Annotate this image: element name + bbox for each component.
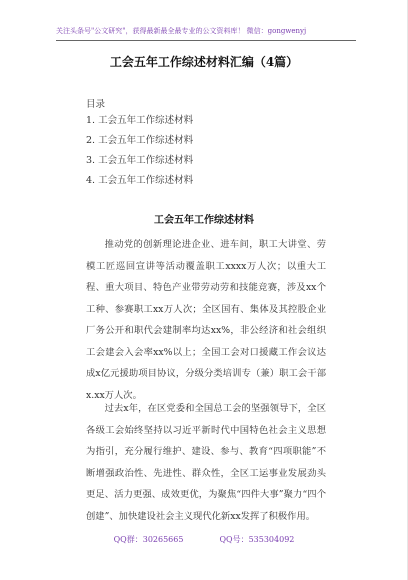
document-title: 工会五年工作综述材料汇编（4篇） xyxy=(109,55,299,69)
header-divider xyxy=(56,40,356,41)
header-promo-note: 关注头条号"公文研究"，获得最新最全最专业的公文资料库！ 微信：gongwenyj xyxy=(56,27,307,35)
toc-heading: 目录 xyxy=(86,99,106,110)
toc-item[interactable]: 4. 工会五年工作综述材料 xyxy=(86,175,194,186)
table-of-contents xyxy=(86,114,193,194)
body-paragraph: 推动党的创新理论进企业、进车间，职工大讲堂、劳模工匠巡回宣讲等活动覆盖职工xxxx万人次；以重大工程、重大项目、特色产业带劳动劳和技能竞赛，涉及xx个工种、参赛职工xx万人次；全区国有、集体及其控股企业厂务公开和职代会建制率均达xx%，非公经济和社会组织工会建会入会率xx%以上；全国工会对口援藏工作会议达成x亿元援助项目协议，分级分类培训专（兼）职工会干部x.xx万人次。 xyxy=(86,239,326,401)
footer-contact xyxy=(0,534,408,545)
footer-qq-group: QQ群：30265665 xyxy=(113,535,184,544)
section-title: 工会五年工作综述材料 xyxy=(154,215,254,226)
body-paragraph: 过去x年，在区党委和全国总工会的坚强领导下，全区各级工会始终坚持以习近平新时代中国特色社会主义思想为指引，充分履行维护、建设、参与、教育“四项职能”不断增强政治性、先进性、群众性，全区工运事业发展劲头更足、活力更强、成效更优，为聚焦“四件大事”聚力“四个创建”、加快建设社会主义现代化新xx发挥了积极作用。 xyxy=(86,403,326,522)
footer-qq-number: QQ号：535304092 xyxy=(219,535,295,544)
toc-item[interactable]: 3. 工会五年工作综述材料 xyxy=(86,155,194,166)
toc-item[interactable]: 1. 工会五年工作综述材料 xyxy=(86,115,194,126)
toc-item[interactable]: 2. 工会五年工作综述材料 xyxy=(86,135,194,146)
